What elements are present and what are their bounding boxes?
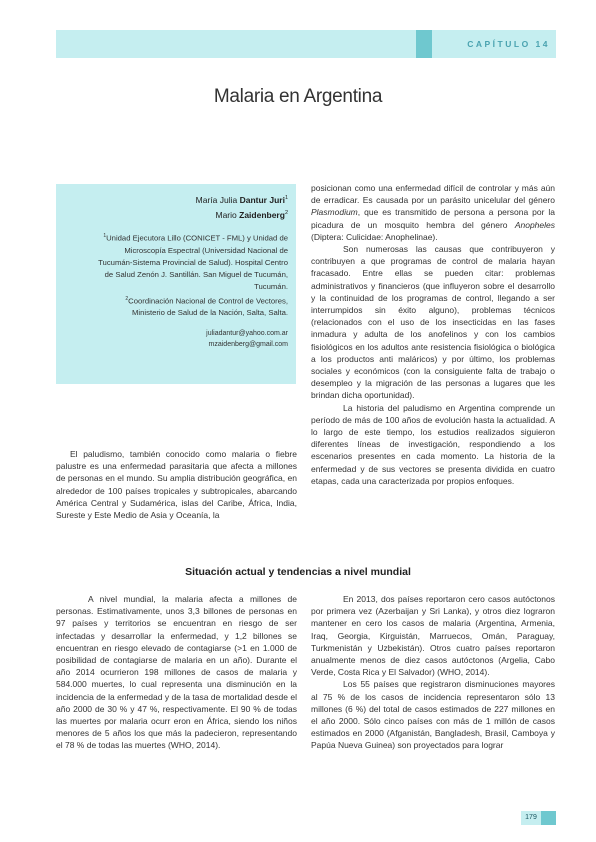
intro-paragraph-cont: posicionan como una enfermedad difícil de controlar y más aún de erradicar. Es causada por un parásito unicelular del género Plasmodium, que es transmitido de persona a persona por la picadura de un mosquito hembra del género Anopheles (Diptera: Culicidae: Anophelinae). [311,183,555,242]
section-paragraph-2: En 2013, dos países reportaron cero casos autóctonos por primera vez (Azerbaijan y Sri Lanka), y otros diez lograron mantener en cero los casos de malaria (Argentina, Armenia, Iraq, Georgia, Kirguistán, Marruecos, Omán, Paraguay, Turkmenistán y Uzbekistán). Otros cuatro países reportaron anualmente menos de diez casos autóctonos (Argelia, Cabo Verde, Costa Rica y El Salvador) (WHO, 2014). [311,594,555,678]
contact-emails [66,328,288,350]
email-1[interactable]: juliadantur@yahoo.com.ar [206,330,288,337]
page-title: Malaria en Argentina [213,86,383,107]
chapter-label: CAPÍTULO 14 [467,39,550,49]
section-paragraph-1: A nivel mundial, la malaria afecta a millones de personas. Estimativamente, unos 3,3 billones de personas en 97 países y territorios se encuentran en riesgo de ser infectadas y desarrollar la enfermedad, y 1,2 billones se encuentran en riesgo elevado de contagiarse (>1 en 1.000 de posibilidad de contagiarse de malaria en un año). Durante el año 2014 ocurrieron 198 millones de casos de malaria y 584.000 muertes, lo cual representa una disminución en la incidencia de la enfermedad y de la tasa de mortalidad desde el año 2000 de 30 % y 47 %, respectivamente. El 90 % de todas las muertes por malaria ocurr eron en África, siendo los niños menores de 5 años los que más la padecieron, representando el 78 % de todas las muertes (WHO, 2014). [56,594,297,751]
intro-paragraph: El paludismo, también conocido como malaria o fiebre palustre es una enfermedad parasitaria que afecta a millones de personas en el mundo. Su amplia distribución geográfica, en alrededor de 100 países tropicales y subtropicales, abarcando América Central y Sudamérica, islas del Caribe, África, India, Sureste y Este Medio de Asia y Oceanía, la [56,449,297,521]
email-2[interactable]: mzaidenberg@gmail.com [208,341,288,348]
history-paragraph: La historia del paludismo en Argentina comprende un período de más de 100 años de evolución hasta la actualidad. A lo largo de este tiempo, los estudios realizados siguieron diferentes líneas de investigación, respondiendo a los escenarios presentes en cada momento. La historia de la enfermedad y de sus vectores se presenta dividida en cuatro etapas, cada una caracterizada por propios enfoques. [311,402,555,486]
section-paragraph-3: Los 55 países que registraron disminuciones mayores al 75 % de los casos de incidencia representaron sólo 13 millones (6 %) del total de casos estimados de 227 millones en el año 2000. Sólo cinco países con más de 1 millón de casos estimados en 2000 (Afganistán, Bangladesh, Brasil, Camboya y Papúa Nueva Guinea) son proyectados para lograr [311,679,555,751]
section-right-column [311,593,555,752]
author-list [66,192,288,222]
section-title: Situación actual y tendencias a nivel mundial [185,566,411,578]
affiliation-1: $^1$Unidad Ejecutora Lillo (CONICET - FML) y Unidad de Microscopía Espectral (Universidad Nacional de Tucumán-Sistema Provincial de Salud). Hospital Centro de Salud Zenón J. Santillán. San Miguel de Tucumán, Tucumán. [98,233,288,291]
author-2: Mario Zaidenberg$^2$ [215,209,288,220]
causes-paragraph: Son numerosas las causas que contribuyeron y contribuyen a que programas de control de malaria hayan fracasado. Entre ellas se pueden citar: problemas administrativos y financieros (que influyeron sobre el desarrollo y la continuidad de los programas de control, llegando a ser interrumpidos sin éxito alguno), problemas técnicos (relacionados con el uso de los insecticidas en las fases inmadura y adulta de los anofelinos y con los cambios fisiológicos en los adultos ante resistencia fisiológica o biológica a los productos anti maláricos) y por último, los problemas sociales y económicos (con la consiguiente falta de trabajo o desempleo y la migración de las personas a lugares que les brindan dicha oportunidad). [311,244,555,401]
section-left-column [56,593,297,752]
header-band [56,30,416,58]
page-number: 179 [521,811,541,825]
author-1: María Julia Dantur Juri$^1$ [195,194,288,205]
header-accent-block [416,30,432,58]
affiliation-2: $^2$Coordinación Nacional de Control de Vectores, Ministerio de Salud de la Nación, Salta, Salta. [125,295,288,318]
affiliations [66,230,288,319]
intro-left-column [56,448,297,521]
intro-right-column [311,182,555,487]
